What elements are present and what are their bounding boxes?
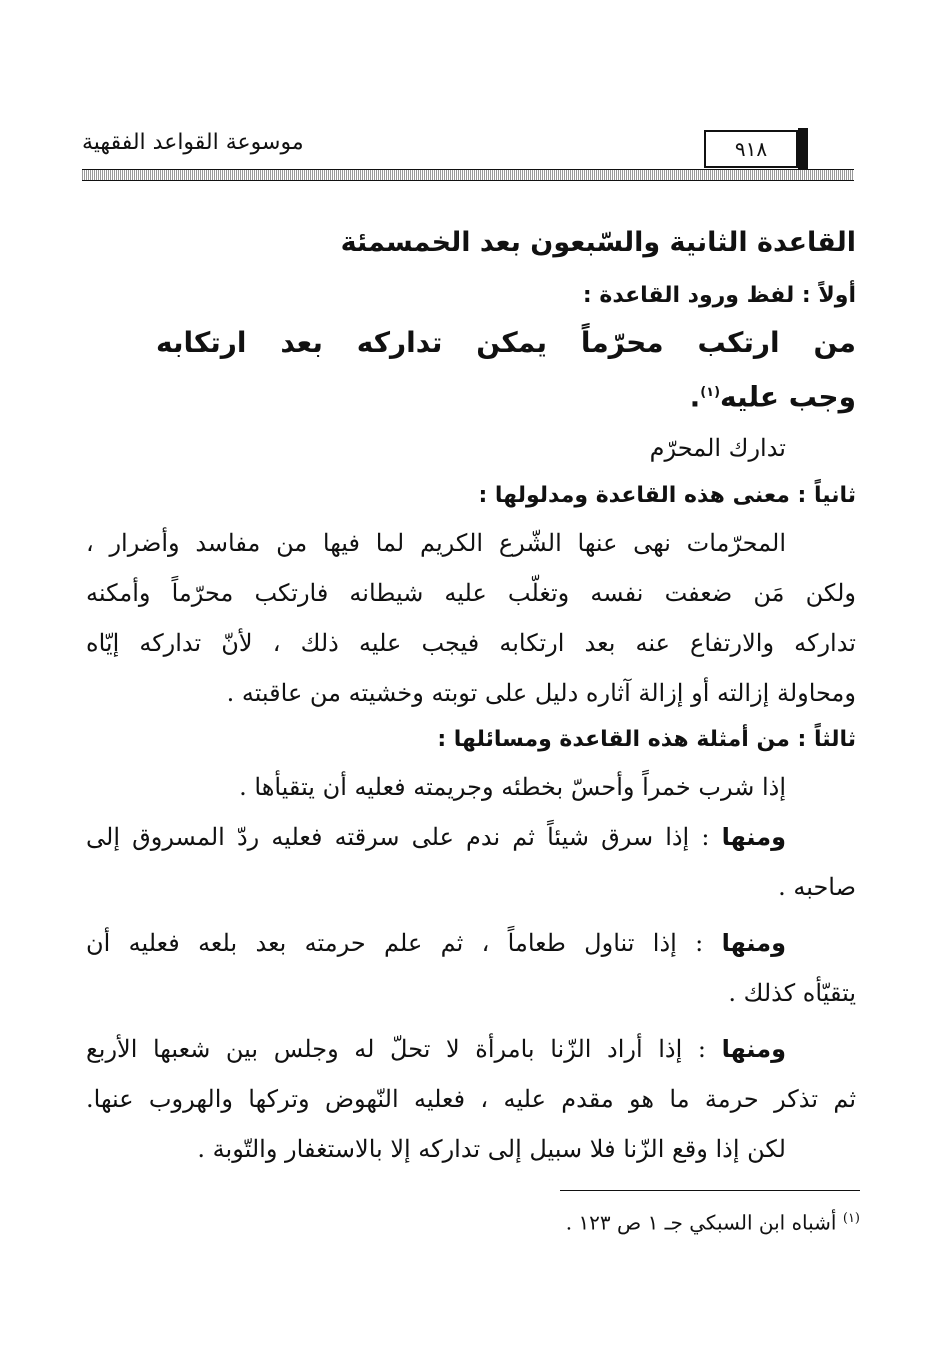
example-4-text: : إذا أراد الزّنا بامرأة لا تحلّ له وجلس بين شعبها الأربع <box>86 1035 706 1064</box>
footnote-ref: (١) <box>700 385 721 400</box>
example-2-line-1 <box>86 812 856 862</box>
rule-statement <box>86 318 856 422</box>
lead-word: ومنها <box>721 823 786 852</box>
footnote <box>420 1204 860 1238</box>
page-header <box>82 128 854 182</box>
example-2-line-2: صاحبه . <box>778 873 856 902</box>
rule-line-1: من ارتكب محرّماً يمكن تداركه بعد ارتكابه <box>156 326 856 359</box>
meaning-line-3: تداركه والارتفاع عنه بعد ارتكابه فيجب عليه ذلك ، لأنّ تداركه إيّاه <box>86 629 856 658</box>
footnote-separator <box>560 1190 860 1191</box>
example-2-text: : إذا سرق شيئاً ثم ندم على سرقته فعليه ردّ المسروق إلى <box>86 823 710 852</box>
meaning-line-1: المحرّمات نهى عنها الشّرع الكريم لما فيها من مفاسد وأضرار ، <box>86 529 786 558</box>
rule-line-2-text: وجب عليه <box>720 380 856 414</box>
example-3-line-1 <box>86 918 856 968</box>
footnote-marker: (١) <box>842 1211 860 1226</box>
section-heading-meaning: ثانياً : معنى هذه القاعدة ومدلولها : <box>478 483 856 509</box>
meaning-line-4: ومحاولة إزالته أو إزالة آثاره دليل على توبته وخشيته من عاقبته . <box>226 679 856 708</box>
rule-line-2 <box>86 368 856 422</box>
header-rule <box>82 169 854 181</box>
section-heading-examples: ثالثاً : من أمثلة هذه القاعدة ومسائلها : <box>437 727 856 753</box>
example-4-line-2: ثم تذكر حرمة ما هو مقدم عليه ، فعليه النّهوض وتركها والهروب عنها. <box>86 1085 856 1114</box>
rule-short-name: تدارك المحرّم <box>649 434 786 463</box>
lead-word: ومنها <box>721 929 786 958</box>
example-3-line-2: يتقيّأه كذلك . <box>728 979 856 1008</box>
example-3-text: : إذا تناول طعاماً ، ثم علم حرمته بعد بلعه فعليه أن <box>86 929 704 958</box>
page-body <box>86 212 856 1174</box>
page-number: ٩١٨ <box>704 130 798 168</box>
example-1: إذا شرب خمراً وأحسّ بخطئه وجريمته فعليه أن يتقيأها . <box>239 773 786 802</box>
rule-title: القاعدة الثانية والسّبعون بعد الخمسمئة <box>340 227 856 258</box>
section-heading-wording: أولاً : لفظ ورود القاعدة : <box>582 283 856 308</box>
lead-word: ومنها <box>721 1035 786 1064</box>
rule-end: . <box>689 380 701 414</box>
meaning-line-2: ولكن مَن ضعفت نفسه وتغلّب عليه شيطانه فارتكب محرّماً وأمكنه <box>86 579 856 608</box>
book-title: موسوعة القواعد الفقهية <box>82 130 304 155</box>
footnote-text: أشباه ابن السبكي جـ ١ ص ١٢٣ . <box>565 1210 837 1235</box>
example-4-line-3: لكن إذا وقع الزّنا فلا سبيل إلى تداركه إلا بالاستغفار والتّوبة . <box>197 1135 786 1164</box>
example-4-line-1 <box>86 1024 856 1074</box>
